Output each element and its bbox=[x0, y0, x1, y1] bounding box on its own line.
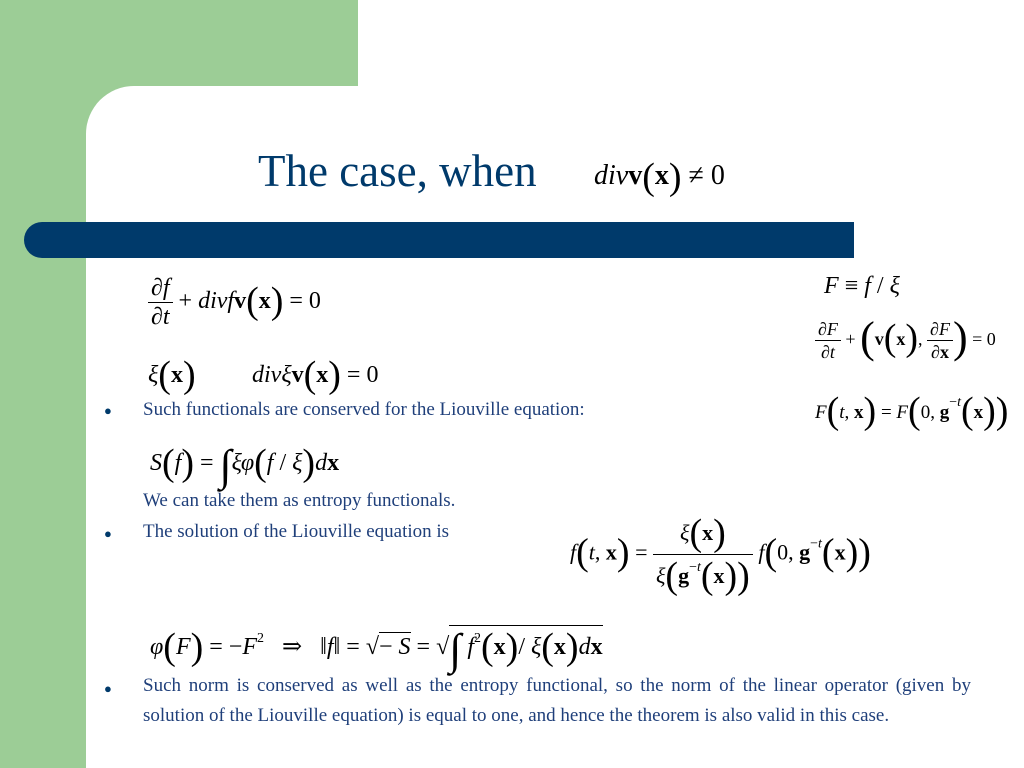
bullet-2-marker: ● bbox=[104, 526, 112, 541]
title-formula: divv(x) ≠ 0 bbox=[594, 156, 725, 198]
bullet-3-text: Such norm is conserved as well as the entropy functional, so the norm of the linear operator (given by solution of the Liouville equation) is equal to one, and hence the theorem is also valid in this case. bbox=[143, 675, 971, 726]
F-definition: F ≡ f / ξ bbox=[824, 273, 900, 299]
entropy-note: We can take them as entropy functionals. bbox=[143, 490, 456, 511]
bullet-1-marker: ● bbox=[104, 403, 112, 418]
bullet-1-text: Such functionals are conserved for the Liouville equation: bbox=[143, 399, 585, 420]
F-transport-equation: $\frac{\partial F}{\partial t}$ + (v(x), $\frac{\partial F}{\partial x}$ ) = 0 bbox=[815, 316, 996, 361]
slide-title-text: The case, when bbox=[258, 146, 537, 196]
title-underline-bar bbox=[24, 222, 854, 258]
xi-divergence-equation: divξv(x) = 0 bbox=[252, 354, 379, 396]
bullet-2-text: The solution of the Liouville equation is bbox=[143, 521, 450, 542]
slide-title bbox=[258, 145, 537, 197]
bullet-3-marker: ● bbox=[104, 681, 112, 696]
xi-condition: ξ(x) bbox=[148, 354, 196, 396]
liouville-solution: f(t, x) = $\frac{\xi(x)}{\xi(g^{-t}(x))}$ f(0, $g^{-t}(x)$) bbox=[570, 512, 871, 597]
liouville-equation: $\frac{\partial f}{\partial t}$ + divfv(x) = 0 bbox=[148, 276, 321, 329]
F-solution: F(t, x) = F(0, $g^{-t}(x)$) bbox=[815, 390, 1009, 432]
norm-formula: $\varphi(F) = -F^2$ ⇒ ‖f‖ = √− S = √∫ $f^2(x)/$ ξ(x)dx bbox=[150, 625, 603, 674]
entropy-functional: S(f) = ∫ξφ(f / ξ)dx bbox=[150, 441, 340, 490]
